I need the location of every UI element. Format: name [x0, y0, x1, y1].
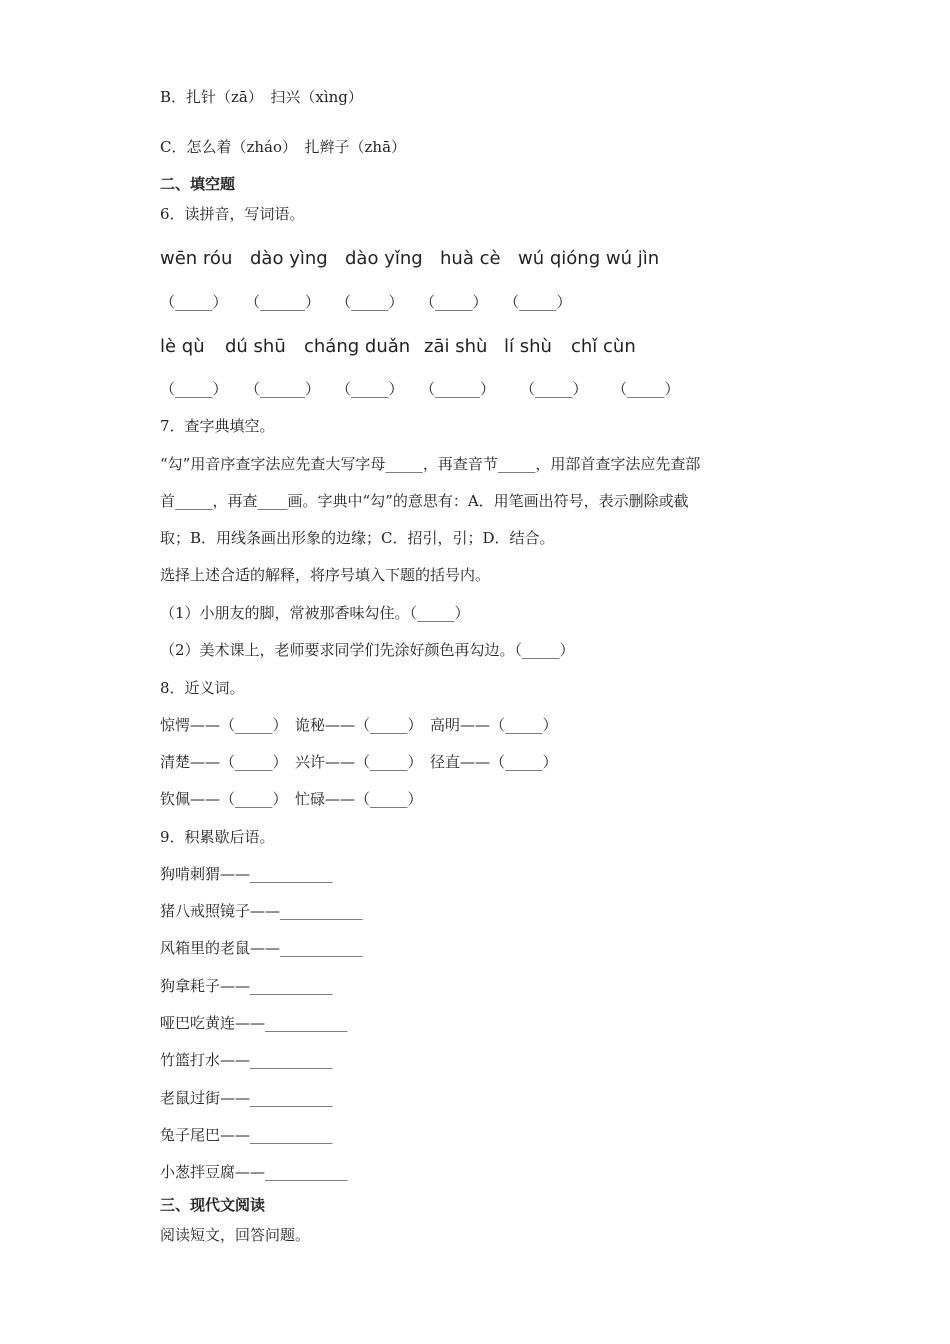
q9-item: 小葱拌豆腐——___________ [160, 1163, 348, 1181]
q9-item: 猪八戒照镜子——___________ [160, 902, 363, 920]
q9-item: 竹篮打水——___________ [160, 1051, 333, 1069]
q6-title: 6．读拼音，写词语。 [160, 205, 305, 223]
pinyin: dào yìng [250, 248, 328, 269]
q9-item: 哑巴吃黄连——___________ [160, 1014, 348, 1032]
q7-paragraph-1: “勾”用音序查字法应先查大写字母_____，再查音节_____，用部首查字法应先查部 [160, 455, 701, 473]
option-c: C．怎么着（zháo） 扎辫子（zhā） [160, 138, 407, 156]
answer-blank[interactable]: （_____） [160, 380, 228, 398]
answer-blank[interactable]: （_____） [520, 380, 588, 398]
section-3-heading: 三、现代文阅读 [160, 1196, 266, 1214]
answer-blank[interactable]: （_____） [612, 380, 680, 398]
reading-instruction: 阅读短文，回答问题。 [160, 1226, 311, 1244]
pinyin: zāi shù [424, 336, 488, 357]
q9-item: 兔子尾巴——___________ [160, 1126, 333, 1144]
pinyin: huà cè [440, 248, 501, 269]
q7-title: 7．查字典填空。 [160, 417, 275, 435]
pinyin: wēn róu [160, 248, 233, 269]
q8-row-1: 惊愕——（_____） 诡秘——（_____） 高明——（_____） [160, 716, 558, 734]
pinyin: wú qióng wú jìn [518, 248, 660, 269]
q8-title: 8．近义词。 [160, 679, 245, 697]
option-b: B．扎针（zā） 扫兴（xìng） [160, 88, 363, 106]
q7-paragraph-3: 取；B．用线条画出形象的边缘；C．招引，引；D．结合。 [160, 529, 555, 547]
answer-blank[interactable]: （_____） [160, 293, 228, 311]
q9-item: 风箱里的老鼠——___________ [160, 939, 363, 957]
q9-title: 9．积累歇后语。 [160, 828, 275, 846]
q7-sentence-2: （2）美术课上，老师要求同学们先涂好颜色再勾边。（_____） [160, 641, 575, 659]
pinyin: chǐ cùn [571, 336, 636, 357]
q8-row-3: 钦佩——（_____） 忙碌——（_____） [160, 790, 423, 808]
q9-item: 狗拿耗子——___________ [160, 977, 333, 995]
q7-sentence-1: （1）小朋友的脚，常被那香味勾住。（_____） [160, 604, 470, 622]
answer-blank[interactable]: （_____） [336, 380, 404, 398]
answer-blank[interactable]: （______） [245, 293, 321, 311]
answer-blank[interactable]: （______） [420, 380, 496, 398]
pinyin: lí shù [504, 336, 552, 357]
q9-item: 狗啃刺猬——___________ [160, 865, 333, 883]
q9-item: 老鼠过街——___________ [160, 1089, 333, 1107]
q8-row-2: 清楚——（_____） 兴许——（_____） 径直——（_____） [160, 753, 558, 771]
pinyin: dào yǐng [345, 248, 423, 269]
pinyin: lè qù [160, 336, 205, 357]
q7-paragraph-2: 首_____，再查____画。字典中“勾”的意思有：A．用笔画出符号，表示删除或截 [160, 492, 689, 510]
answer-blank[interactable]: （_____） [336, 293, 404, 311]
answer-blank[interactable]: （_____） [504, 293, 572, 311]
pinyin: dú shū [225, 336, 286, 357]
section-2-heading: 二、填空题 [160, 175, 236, 193]
answer-blank[interactable]: （_____） [420, 293, 488, 311]
q7-paragraph-4: 选择上述合适的解释，将序号填入下题的括号内。 [160, 566, 491, 584]
answer-blank[interactable]: （______） [245, 380, 321, 398]
pinyin: cháng duǎn [304, 336, 411, 357]
